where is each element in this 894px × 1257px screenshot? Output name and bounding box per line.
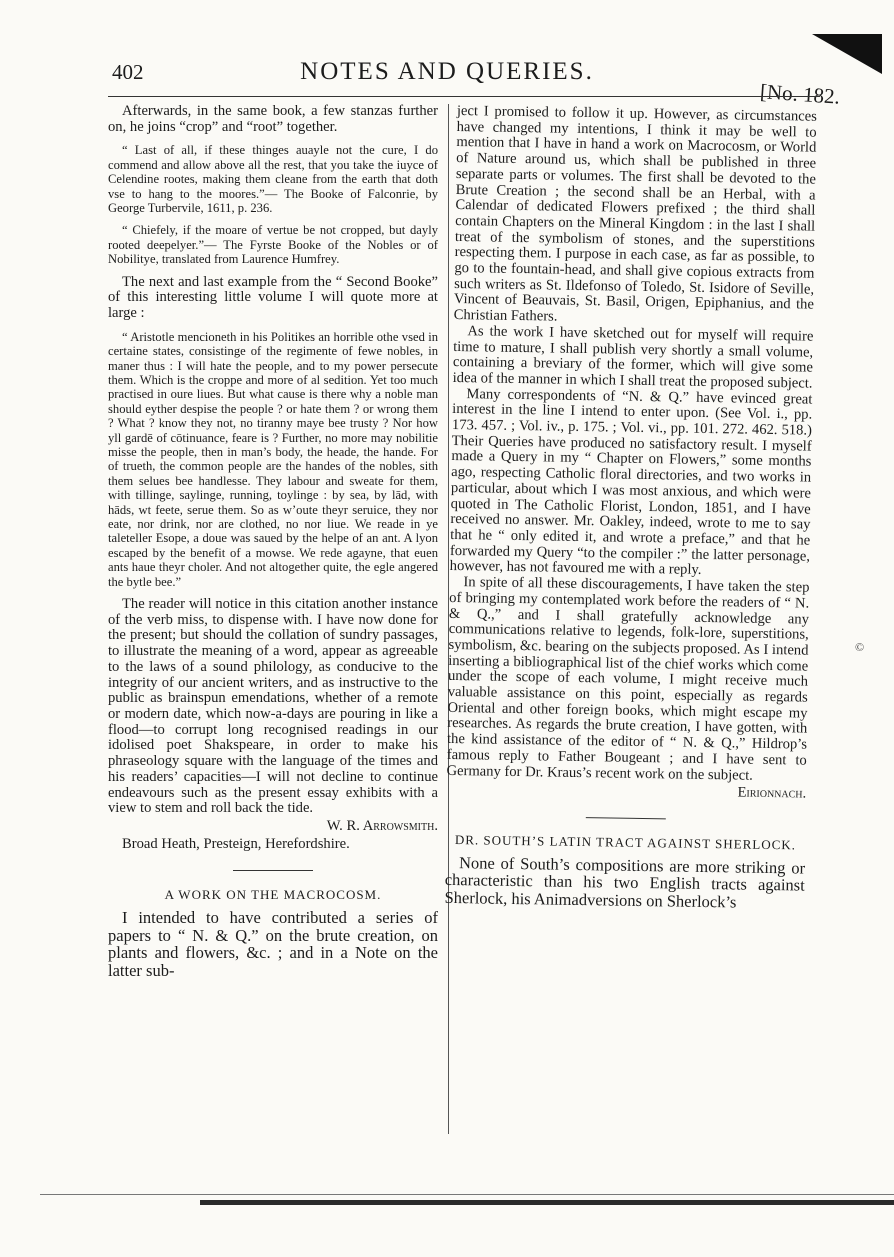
right-column xyxy=(444,104,817,912)
footer-rule xyxy=(0,1190,894,1212)
second-booke-paragraph: The next and last example from the “ Second Booke” of this interesting little volume I will quote more at large : xyxy=(108,273,438,322)
margin-mark: © xyxy=(855,640,865,654)
quote-nobilitye: “ Chiefely, if the moare of vertue be not cropped, but dayly rooted deepelyer.”— The Fyrste Booke of the Nobles or of Nobilitye, translated from Laurence Humfrey. xyxy=(108,223,438,267)
quote-aristotle: “ Aristotle mencioneth in his Politikes an horrible othe vsed in certaine states, consistinge of the regimente of fewe nobles, in maner thus : I will hate the people, and to my power persecute them. Which is the croppe and more of al sedition. Yet too much practised in oure liues. But what cause is there why a noble man should eyther despise the people ? or hate them ? or wrong them ? What ? know they not, no tiranny maye bee trusty ? Nor how yll gardē of cōtinuance, feare is ? Further, no more may nobilitie misse the people, then in man’s body, the heade, the hande. For of trueth, the common people are the handes of the nobles, sith them selues bee handlesse. They labour and sweate for them, with tillinge, saylinge, running, toylinge : by sea, by lād, with hāds, wt feete, serue them. So as w’oute theyr seruice, they nor eate, nor drink, nor are clothed, no nor liue. We reade in ye taleteller Esope, a doue was saued by the helpe of an ant. A lyon escaped by the benefit of a mowse. We rede agayne, that euen ants haue theyr choler. And not altogether quite, the egle angered the bytle bee.” xyxy=(108,329,438,589)
work-sketched-paragraph: As the work I have sketched out for myself will require time to mature, I shall publish very shortly a small volume, containing a breviary of the former, which will give some idea of the manner in which I shall treat the proposed subject. xyxy=(452,323,814,392)
header-rule xyxy=(108,96,820,97)
macrocosm-paragraph: I intended to have contributed a series of papers to “ N. & Q.” on the brute creation, on plants and flowers, &c. ; and in a Note on the latter sub- xyxy=(108,908,438,980)
left-column xyxy=(108,104,438,979)
section-title-south: DR. SOUTH’S LATIN TRACT AGAINST SHERLOCK. xyxy=(454,831,797,853)
signature-eirionnach: Eirionnach. xyxy=(737,784,807,802)
south-paragraph: None of South’s compositions are more striking or characteristic than his two English tracts against Sherlock, his Animadversions on Sherlock’s xyxy=(444,852,806,912)
signature-arrowsmith: W. R. Arrowsmith. xyxy=(326,817,438,834)
left-intro-paragraph: Afterwards, in the same book, a few stanzas further on, he joins “crop” and “root” together. xyxy=(108,103,438,135)
section-rule-south xyxy=(586,817,666,819)
reader-notice-paragraph: The reader will notice in this citation another instance of the verb miss, to dispense with. I have now done for the present; but should the collation of sundry passages, to illustrate the meaning of a word, appear as agreeable to the laws of a sound philology, as conducive to the integrity of our ancient writers, and as instructive to the public as brainspun emendations, whether of a remote or modern date, which now-a-days are pouring in like a flood—to corrupt long recognised readings in our idolised poet Shakspeare, in order to make his phraseology square with the language of the times and his readers’ capacities—I will not decline to continue endeavours such as the present essay exhibits with a view to stem and roll back the tide. xyxy=(108,596,438,817)
discouragements-paragraph: In spite of all these discouragements, I have taken the step of bringing my contemplated work before the readers of “ N. & Q.,” and I shall gratefully acknowledge any communications relative to legends, folk-lore, superstitions, symbolism, &c. bearing on the subjects proposed. As I intend inserting a bibliographical list of the chief works which come under the scope of each volume, I might receive much valuable assistance on this point, especially as regards Oriental and other foreign books, which might escape my researches. As regards the brute creation, I have gotten, with the kind assistance of the editor of “ N. & Q.,” Hildrop’s famous reply to Father Bougeant ; and I have sent to Germany for Dr. Kraus’s recent work on the subject. xyxy=(446,574,810,784)
section-title-macrocosm: A WORK ON THE MACROCOSM. xyxy=(164,887,382,903)
running-title: NOTES AND QUERIES. xyxy=(300,58,594,85)
page-number: 402 xyxy=(112,60,144,84)
address-line: Broad Heath, Presteign, Herefordshire. xyxy=(122,835,350,852)
correspondents-paragraph: Many correspondents of “N. & Q.” have evinced great interest in the line I intend to enter upon. (See Vol. i., pp. 173. 457. ; Vol. iv., p. 175. ; Vol. vi., pp. 101. 272. 462. 518.) Their Queries have produced no satisfactory result. I myself made a Query in my “ Chapter on Flowers,” some months ago, respecting Catholic floral directories, and two works in particular, about which I was most anxious, and which were quoted in The Catholic Florist, London, 1851, and I have received no answer. Mr. Oakley, indeed, wrote to me to say that he “ only edited it, and wrote a preface,” and that he forwarded my Query “to the compiler :” the latter personage, however, has not favoured me with a reply. xyxy=(449,385,813,579)
quote-falconrie: “ Last of all, if these thinges auayle not the cure, I do commend and allow above all the rest, that you take the iuyce of Celendine rootes, making them cleane from the earth that doth vse to hang to the moores.”— The Booke of Falconrie, by George Turbervile, 1611, p. 236. xyxy=(108,143,438,216)
issue-number: [No. 182. xyxy=(759,79,841,109)
macrocosm-continued-paragraph: ject I promised to follow it up. However, as circumstances have changed my intentions, I think it may be well to mention that I have in hand a work on Macrocosm, or World of Nature around us, which shall be published in three separate parts or volumes. The first shall be devoted to the Brute Creation ; the second shall be an Herbal, with a Calendar of dedicated Flowers prefixed ; the third shall contain Chapters on the Mineral Kingdom : in the last I shall treat of the symbolism of stones, and the superstitions respecting them. I purpose in each case, as far as possible, to go to the fountain-head, and shall give copious extracts from such writers as St. Ildefonso of Toledo, St. Isidore of Seville, Vincent of Beauvais, St. Basil, Origen, Epiphanius, and the Christian Fathers. xyxy=(453,103,817,325)
section-rule-macrocosm xyxy=(233,870,313,871)
